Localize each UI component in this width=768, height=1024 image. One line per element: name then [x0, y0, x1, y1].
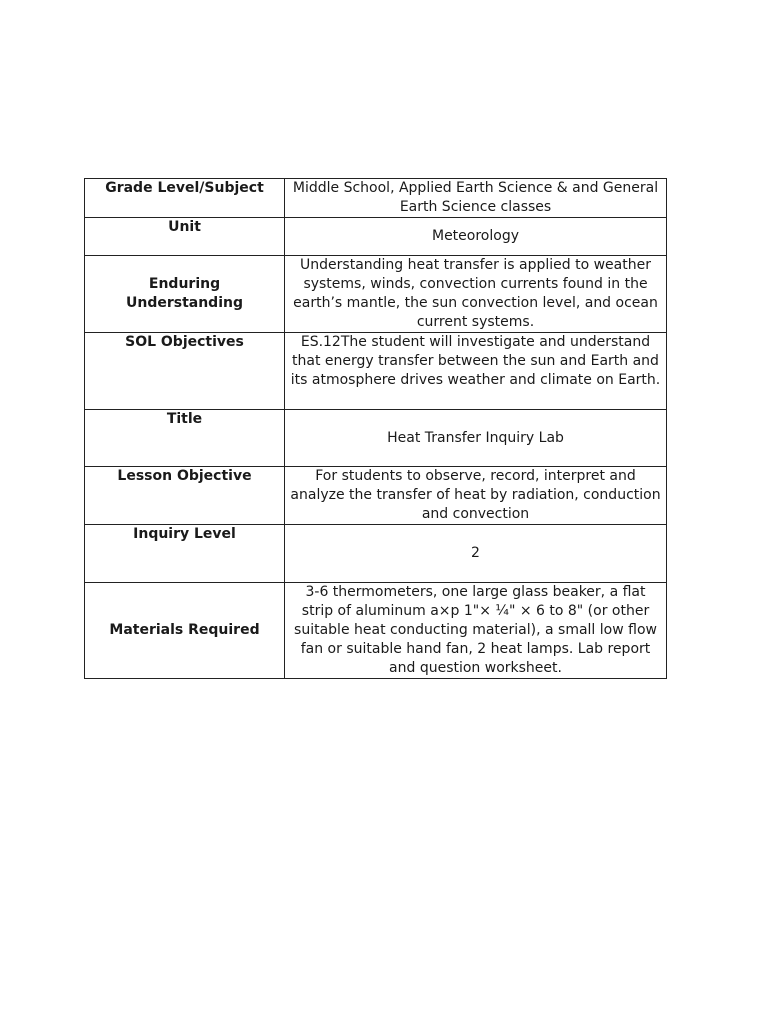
- table-row-title: [85, 410, 667, 467]
- row-value-inquiry-level: 2: [285, 525, 667, 583]
- table-row-sol-objectives: [85, 333, 667, 410]
- table-row-grade-level: [85, 179, 667, 218]
- row-value-grade-level: Middle School, Applied Earth Science & and General Earth Science classes: [285, 179, 667, 218]
- row-value-materials-required: 3-6 thermometers, one large glass beaker, a flat strip of aluminum a×p 1"× ¼" × 6 to 8" (or other suitable heat conducting material), a small low flow fan or suitable hand fan, 2 heat lamps. Lab report and question worksheet.: [285, 583, 667, 679]
- row-label-materials-required: Materials Required: [85, 583, 285, 679]
- row-label-lesson-objective: Lesson Objective: [85, 467, 285, 525]
- table-row-unit: [85, 218, 667, 256]
- row-label-unit: Unit: [85, 218, 285, 256]
- row-value-sol-objectives: ES.12The student will investigate and understand that energy transfer between the sun and Earth and its atmosphere drives weather and climate on Earth.: [285, 333, 667, 410]
- row-value-unit: Meteorology: [285, 218, 667, 256]
- lesson-plan-table: [84, 178, 667, 679]
- table-row-enduring-understanding: [85, 256, 667, 333]
- table-row-inquiry-level: [85, 525, 667, 583]
- table-row-lesson-objective: [85, 467, 667, 525]
- row-value-enduring-understanding: Understanding heat transfer is applied to weather systems, winds, convection currents found in the earth’s mantle, the sun convection level, and ocean current systems.: [285, 256, 667, 333]
- row-label-title: Title: [85, 410, 285, 467]
- row-label-sol-objectives: SOL Objectives: [85, 333, 285, 410]
- row-label-inquiry-level: Inquiry Level: [85, 525, 285, 583]
- row-value-lesson-objective: For students to observe, record, interpret and analyze the transfer of heat by radiation, conduction and convection: [285, 467, 667, 525]
- row-value-title: Heat Transfer Inquiry Lab: [285, 410, 667, 467]
- table-row-materials-required: [85, 583, 667, 679]
- row-label-enduring-understanding: Enduring Understanding: [85, 256, 285, 333]
- row-label-grade-level: Grade Level/Subject: [85, 179, 285, 218]
